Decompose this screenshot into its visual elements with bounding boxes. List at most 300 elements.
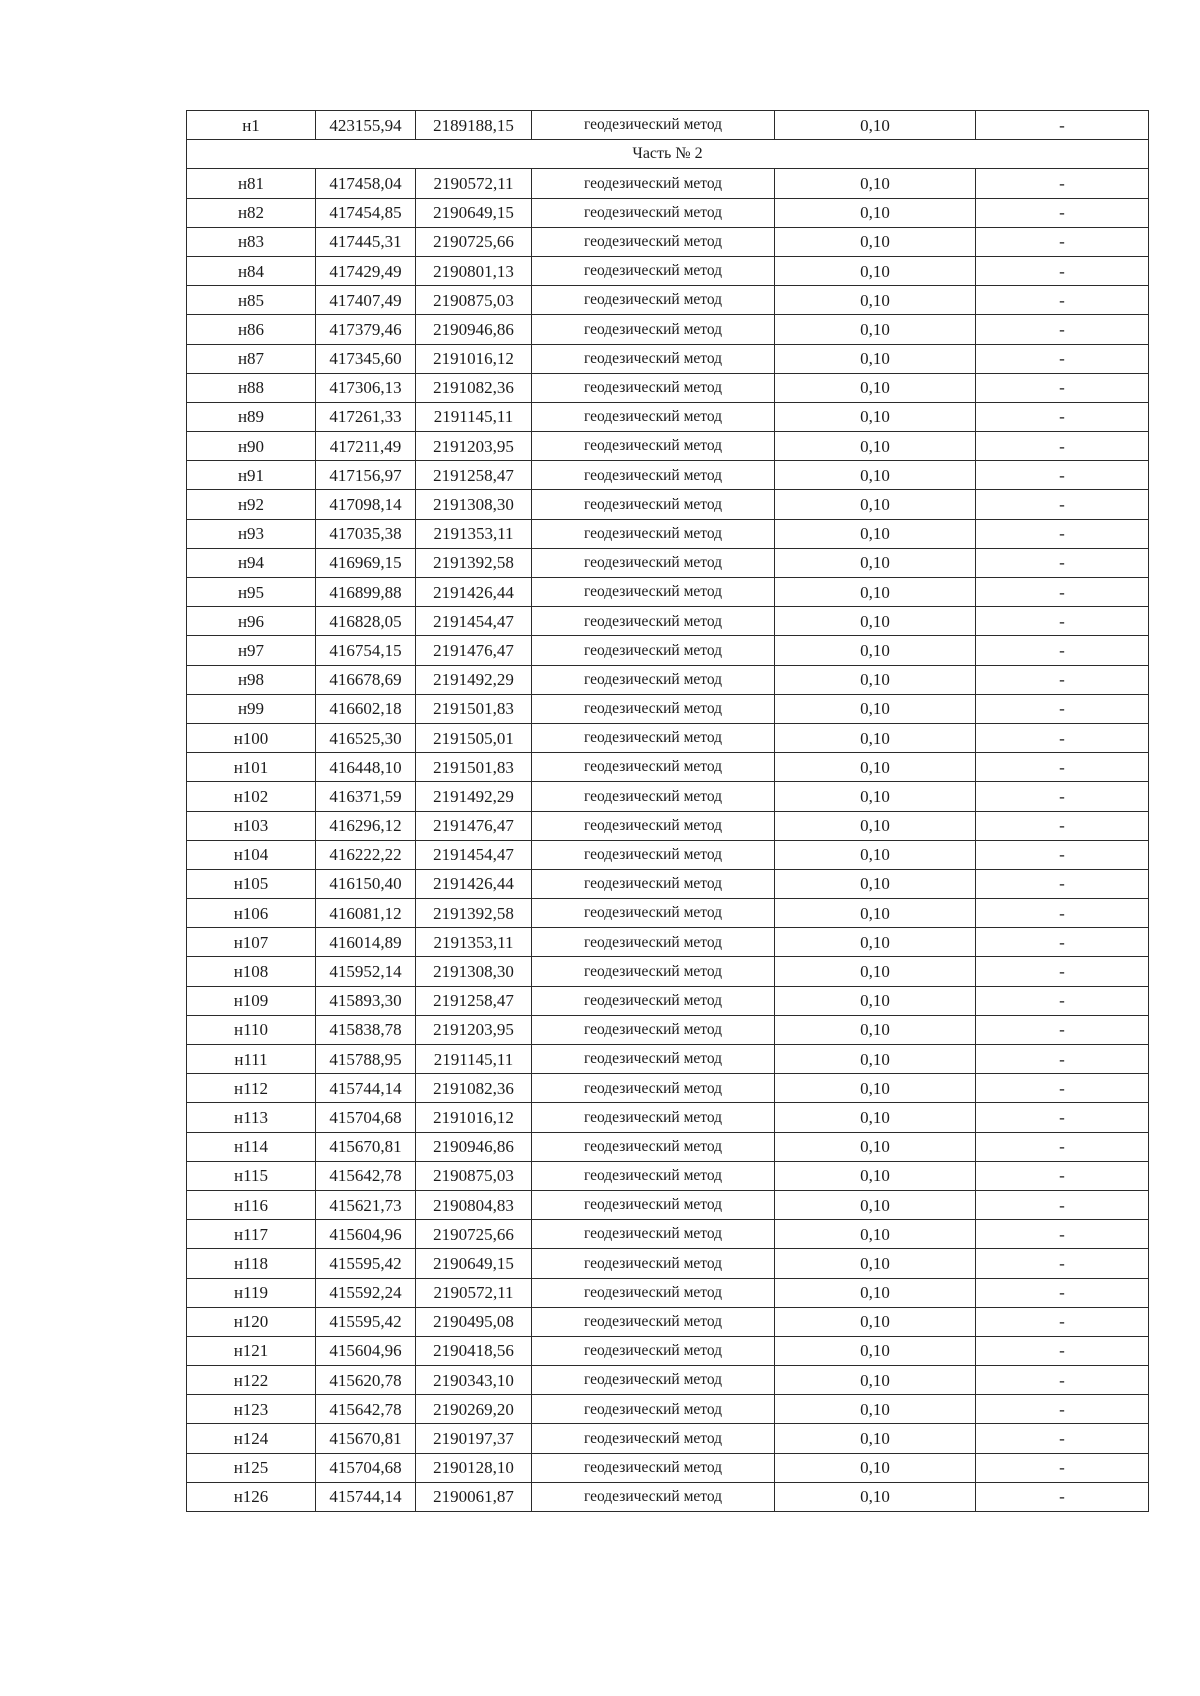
note-cell: - (976, 869, 1149, 898)
coordinates-table (186, 110, 1149, 1512)
point-cell: н101 (187, 753, 316, 782)
y-coordinate-cell: 2190946,86 (416, 315, 532, 344)
y-coordinate-cell: 2190649,15 (416, 1249, 532, 1278)
x-coordinate-cell: 416222,22 (316, 840, 416, 869)
point-cell: н83 (187, 227, 316, 256)
point-cell: н111 (187, 1045, 316, 1074)
x-coordinate-cell: 417261,33 (316, 402, 416, 431)
point-cell: н102 (187, 782, 316, 811)
note-cell: - (976, 1307, 1149, 1336)
method-cell: геодезический метод (532, 1161, 775, 1190)
x-coordinate-cell: 416371,59 (316, 782, 416, 811)
y-coordinate-cell: 2191426,44 (416, 578, 532, 607)
method-cell: геодезический метод (532, 1307, 775, 1336)
y-coordinate-cell: 2191392,58 (416, 548, 532, 577)
y-coordinate-cell: 2191476,47 (416, 811, 532, 840)
y-coordinate-cell: 2190418,56 (416, 1336, 532, 1365)
accuracy-cell: 0,10 (775, 1336, 976, 1365)
accuracy-cell: 0,10 (775, 1132, 976, 1161)
table-row (187, 1190, 1149, 1219)
note-cell: - (976, 1015, 1149, 1044)
note-cell: - (976, 432, 1149, 461)
note-cell: - (976, 1045, 1149, 1074)
y-coordinate-cell: 2190061,87 (416, 1482, 532, 1511)
accuracy-cell: 0,10 (775, 636, 976, 665)
y-coordinate-cell: 2191505,01 (416, 723, 532, 752)
accuracy-cell: 0,10 (775, 1453, 976, 1482)
y-coordinate-cell: 2191392,58 (416, 899, 532, 928)
method-cell: геодезический метод (532, 1045, 775, 1074)
point-cell: н106 (187, 899, 316, 928)
method-cell: геодезический метод (532, 957, 775, 986)
table-row (187, 227, 1149, 256)
method-cell: геодезический метод (532, 1103, 775, 1132)
x-coordinate-cell: 415595,42 (316, 1307, 416, 1336)
x-coordinate-cell: 416828,05 (316, 607, 416, 636)
point-cell: н81 (187, 169, 316, 198)
point-cell: н122 (187, 1366, 316, 1395)
accuracy-cell: 0,10 (775, 519, 976, 548)
accuracy-cell: 0,10 (775, 1190, 976, 1219)
x-coordinate-cell: 416296,12 (316, 811, 416, 840)
point-cell: н98 (187, 665, 316, 694)
table-row (187, 723, 1149, 752)
method-cell: геодезический метод (532, 198, 775, 227)
note-cell: - (976, 402, 1149, 431)
accuracy-cell: 0,10 (775, 402, 976, 431)
point-cell: н88 (187, 373, 316, 402)
accuracy-cell: 0,10 (775, 723, 976, 752)
accuracy-cell: 0,10 (775, 578, 976, 607)
table-row (187, 169, 1149, 198)
note-cell: - (976, 1132, 1149, 1161)
table-row (187, 111, 1149, 140)
point-cell: н104 (187, 840, 316, 869)
x-coordinate-cell: 416899,88 (316, 578, 416, 607)
x-coordinate-cell: 417156,97 (316, 461, 416, 490)
x-coordinate-cell: 416081,12 (316, 899, 416, 928)
y-coordinate-cell: 2191258,47 (416, 461, 532, 490)
method-cell: геодезический метод (532, 1074, 775, 1103)
x-coordinate-cell: 417306,13 (316, 373, 416, 402)
method-cell: геодезический метод (532, 665, 775, 694)
point-cell: н92 (187, 490, 316, 519)
note-cell: - (976, 1190, 1149, 1219)
y-coordinate-cell: 2190197,37 (416, 1424, 532, 1453)
y-coordinate-cell: 2191476,47 (416, 636, 532, 665)
point-cell: н120 (187, 1307, 316, 1336)
point-cell: н87 (187, 344, 316, 373)
method-cell: геодезический метод (532, 432, 775, 461)
note-cell: - (976, 1336, 1149, 1365)
x-coordinate-cell: 415670,81 (316, 1424, 416, 1453)
point-cell: н84 (187, 256, 316, 285)
method-cell: геодезический метод (532, 402, 775, 431)
accuracy-cell: 0,10 (775, 869, 976, 898)
y-coordinate-cell: 2191016,12 (416, 344, 532, 373)
x-coordinate-cell: 417035,38 (316, 519, 416, 548)
point-cell: н1 (187, 111, 316, 140)
accuracy-cell: 0,10 (775, 548, 976, 577)
table-row (187, 665, 1149, 694)
accuracy-cell: 0,10 (775, 315, 976, 344)
note-cell: - (976, 986, 1149, 1015)
x-coordinate-cell: 417429,49 (316, 256, 416, 285)
method-cell: геодезический метод (532, 490, 775, 519)
y-coordinate-cell: 2190801,13 (416, 256, 532, 285)
note-cell: - (976, 899, 1149, 928)
accuracy-cell: 0,10 (775, 1249, 976, 1278)
table-row (187, 286, 1149, 315)
method-cell: геодезический метод (532, 928, 775, 957)
point-cell: н117 (187, 1220, 316, 1249)
accuracy-cell: 0,10 (775, 1482, 976, 1511)
method-cell: геодезический метод (532, 1336, 775, 1365)
method-cell: геодезический метод (532, 1220, 775, 1249)
method-cell: геодезический метод (532, 461, 775, 490)
method-cell: геодезический метод (532, 1278, 775, 1307)
note-cell: - (976, 461, 1149, 490)
method-cell: геодезический метод (532, 344, 775, 373)
note-cell: - (976, 169, 1149, 198)
method-cell: геодезический метод (532, 1132, 775, 1161)
table-row (187, 1015, 1149, 1044)
method-cell: геодезический метод (532, 1453, 775, 1482)
table-row (187, 1336, 1149, 1365)
point-cell: н119 (187, 1278, 316, 1307)
point-cell: н91 (187, 461, 316, 490)
point-cell: н82 (187, 198, 316, 227)
table-row (187, 1307, 1149, 1336)
note-cell: - (976, 636, 1149, 665)
note-cell: - (976, 723, 1149, 752)
point-cell: н105 (187, 869, 316, 898)
method-cell: геодезический метод (532, 548, 775, 577)
accuracy-cell: 0,10 (775, 344, 976, 373)
point-cell: н112 (187, 1074, 316, 1103)
accuracy-cell: 0,10 (775, 665, 976, 694)
method-cell: геодезический метод (532, 256, 775, 285)
table-row (187, 578, 1149, 607)
accuracy-cell: 0,10 (775, 461, 976, 490)
y-coordinate-cell: 2191082,36 (416, 1074, 532, 1103)
y-coordinate-cell: 2191501,83 (416, 753, 532, 782)
method-cell: геодезический метод (532, 373, 775, 402)
point-cell: н107 (187, 928, 316, 957)
y-coordinate-cell: 2190875,03 (416, 286, 532, 315)
x-coordinate-cell: 417345,60 (316, 344, 416, 373)
note-cell: - (976, 1278, 1149, 1307)
x-coordinate-cell: 415704,68 (316, 1453, 416, 1482)
x-coordinate-cell: 423155,94 (316, 111, 416, 140)
x-coordinate-cell: 415604,96 (316, 1336, 416, 1365)
method-cell: геодезический метод (532, 986, 775, 1015)
note-cell: - (976, 840, 1149, 869)
x-coordinate-cell: 417454,85 (316, 198, 416, 227)
x-coordinate-cell: 415642,78 (316, 1395, 416, 1424)
table-row (187, 1482, 1149, 1511)
note-cell: - (976, 578, 1149, 607)
accuracy-cell: 0,10 (775, 1366, 976, 1395)
table-row (187, 432, 1149, 461)
y-coordinate-cell: 2191492,29 (416, 782, 532, 811)
accuracy-cell: 0,10 (775, 1220, 976, 1249)
note-cell: - (976, 490, 1149, 519)
y-coordinate-cell: 2191258,47 (416, 986, 532, 1015)
note-cell: - (976, 694, 1149, 723)
note-cell: - (976, 1103, 1149, 1132)
accuracy-cell: 0,10 (775, 899, 976, 928)
method-cell: геодезический метод (532, 111, 775, 140)
x-coordinate-cell: 415592,24 (316, 1278, 416, 1307)
method-cell: геодезический метод (532, 782, 775, 811)
table-row (187, 519, 1149, 548)
accuracy-cell: 0,10 (775, 1045, 976, 1074)
note-cell: - (976, 1074, 1149, 1103)
accuracy-cell: 0,10 (775, 1395, 976, 1424)
x-coordinate-cell: 416969,15 (316, 548, 416, 577)
table-row (187, 1220, 1149, 1249)
note-cell: - (976, 315, 1149, 344)
table-row (187, 490, 1149, 519)
note-cell: - (976, 1424, 1149, 1453)
point-cell: н126 (187, 1482, 316, 1511)
method-cell: геодезический метод (532, 315, 775, 344)
accuracy-cell: 0,10 (775, 198, 976, 227)
point-cell: н94 (187, 548, 316, 577)
y-coordinate-cell: 2190725,66 (416, 1220, 532, 1249)
accuracy-cell: 0,10 (775, 1278, 976, 1307)
x-coordinate-cell: 417379,46 (316, 315, 416, 344)
method-cell: геодезический метод (532, 286, 775, 315)
y-coordinate-cell: 2191426,44 (416, 869, 532, 898)
x-coordinate-cell: 415595,42 (316, 1249, 416, 1278)
note-cell: - (976, 1395, 1149, 1424)
y-coordinate-cell: 2191203,95 (416, 1015, 532, 1044)
note-cell: - (976, 607, 1149, 636)
point-cell: н86 (187, 315, 316, 344)
table-row (187, 811, 1149, 840)
method-cell: геодезический метод (532, 169, 775, 198)
table-row (187, 928, 1149, 957)
x-coordinate-cell: 416448,10 (316, 753, 416, 782)
table-row (187, 256, 1149, 285)
note-cell: - (976, 198, 1149, 227)
table-row (187, 899, 1149, 928)
y-coordinate-cell: 2190343,10 (416, 1366, 532, 1395)
note-cell: - (976, 548, 1149, 577)
accuracy-cell: 0,10 (775, 1103, 976, 1132)
table-row (187, 1249, 1149, 1278)
note-cell: - (976, 1482, 1149, 1511)
y-coordinate-cell: 2190804,83 (416, 1190, 532, 1219)
point-cell: н97 (187, 636, 316, 665)
table-row (187, 344, 1149, 373)
method-cell: геодезический метод (532, 723, 775, 752)
y-coordinate-cell: 2191492,29 (416, 665, 532, 694)
y-coordinate-cell: 2191454,47 (416, 607, 532, 636)
point-cell: н109 (187, 986, 316, 1015)
table-row (187, 198, 1149, 227)
note-cell: - (976, 286, 1149, 315)
y-coordinate-cell: 2191353,11 (416, 928, 532, 957)
y-coordinate-cell: 2191353,11 (416, 519, 532, 548)
x-coordinate-cell: 417211,49 (316, 432, 416, 461)
point-cell: н114 (187, 1132, 316, 1161)
method-cell: геодезический метод (532, 607, 775, 636)
note-cell: - (976, 665, 1149, 694)
note-cell: - (976, 928, 1149, 957)
note-cell: - (976, 519, 1149, 548)
table-row (187, 1132, 1149, 1161)
accuracy-cell: 0,10 (775, 432, 976, 461)
y-coordinate-cell: 2190572,11 (416, 169, 532, 198)
y-coordinate-cell: 2191016,12 (416, 1103, 532, 1132)
method-cell: геодезический метод (532, 1190, 775, 1219)
x-coordinate-cell: 415642,78 (316, 1161, 416, 1190)
accuracy-cell: 0,10 (775, 811, 976, 840)
y-coordinate-cell: 2190875,03 (416, 1161, 532, 1190)
accuracy-cell: 0,10 (775, 1161, 976, 1190)
accuracy-cell: 0,10 (775, 1424, 976, 1453)
x-coordinate-cell: 417445,31 (316, 227, 416, 256)
note-cell: - (976, 811, 1149, 840)
y-coordinate-cell: 2190269,20 (416, 1395, 532, 1424)
point-cell: н100 (187, 723, 316, 752)
y-coordinate-cell: 2191203,95 (416, 432, 532, 461)
accuracy-cell: 0,10 (775, 373, 976, 402)
y-coordinate-cell: 2190725,66 (416, 227, 532, 256)
x-coordinate-cell: 416754,15 (316, 636, 416, 665)
accuracy-cell: 0,10 (775, 227, 976, 256)
table-row (187, 1395, 1149, 1424)
point-cell: н116 (187, 1190, 316, 1219)
method-cell: геодезический метод (532, 636, 775, 665)
x-coordinate-cell: 415788,95 (316, 1045, 416, 1074)
x-coordinate-cell: 415670,81 (316, 1132, 416, 1161)
note-cell: - (976, 227, 1149, 256)
note-cell: - (976, 957, 1149, 986)
accuracy-cell: 0,10 (775, 840, 976, 869)
y-coordinate-cell: 2191501,83 (416, 694, 532, 723)
method-cell: геодезический метод (532, 694, 775, 723)
y-coordinate-cell: 2189188,15 (416, 111, 532, 140)
table-row (187, 694, 1149, 723)
accuracy-cell: 0,10 (775, 607, 976, 636)
accuracy-cell: 0,10 (775, 1015, 976, 1044)
point-cell: н103 (187, 811, 316, 840)
point-cell: н125 (187, 1453, 316, 1482)
method-cell: геодезический метод (532, 811, 775, 840)
x-coordinate-cell: 416602,18 (316, 694, 416, 723)
x-coordinate-cell: 415604,96 (316, 1220, 416, 1249)
table-row (187, 402, 1149, 431)
method-cell: геодезический метод (532, 1424, 775, 1453)
method-cell: геодезический метод (532, 519, 775, 548)
point-cell: н124 (187, 1424, 316, 1453)
y-coordinate-cell: 2191308,30 (416, 490, 532, 519)
accuracy-cell: 0,10 (775, 256, 976, 285)
note-cell: - (976, 111, 1149, 140)
point-cell: н89 (187, 402, 316, 431)
method-cell: геодезический метод (532, 869, 775, 898)
table-row (187, 1161, 1149, 1190)
point-cell: н121 (187, 1336, 316, 1365)
accuracy-cell: 0,10 (775, 782, 976, 811)
y-coordinate-cell: 2190495,08 (416, 1307, 532, 1336)
point-cell: н123 (187, 1395, 316, 1424)
accuracy-cell: 0,10 (775, 1074, 976, 1103)
table-row (187, 373, 1149, 402)
accuracy-cell: 0,10 (775, 928, 976, 957)
note-cell: - (976, 782, 1149, 811)
x-coordinate-cell: 415952,14 (316, 957, 416, 986)
note-cell: - (976, 344, 1149, 373)
table-row (187, 461, 1149, 490)
y-coordinate-cell: 2190572,11 (416, 1278, 532, 1307)
y-coordinate-cell: 2190128,10 (416, 1453, 532, 1482)
note-cell: - (976, 1366, 1149, 1395)
point-cell: н90 (187, 432, 316, 461)
method-cell: геодезический метод (532, 578, 775, 607)
coordinates-table-body (187, 111, 1149, 1512)
note-cell: - (976, 1161, 1149, 1190)
table-row (187, 869, 1149, 898)
x-coordinate-cell: 417098,14 (316, 490, 416, 519)
y-coordinate-cell: 2190649,15 (416, 198, 532, 227)
accuracy-cell: 0,10 (775, 490, 976, 519)
table-row (187, 753, 1149, 782)
method-cell: геодезический метод (532, 227, 775, 256)
method-cell: геодезический метод (532, 840, 775, 869)
y-coordinate-cell: 2191145,11 (416, 1045, 532, 1074)
accuracy-cell: 0,10 (775, 694, 976, 723)
point-cell: н113 (187, 1103, 316, 1132)
method-cell: геодезический метод (532, 1395, 775, 1424)
note-cell: - (976, 1220, 1149, 1249)
table-row (187, 1045, 1149, 1074)
y-coordinate-cell: 2191082,36 (416, 373, 532, 402)
y-coordinate-cell: 2190946,86 (416, 1132, 532, 1161)
point-cell: н95 (187, 578, 316, 607)
accuracy-cell: 0,10 (775, 957, 976, 986)
point-cell: н118 (187, 1249, 316, 1278)
x-coordinate-cell: 416678,69 (316, 665, 416, 694)
table-row (187, 1074, 1149, 1103)
note-cell: - (976, 1249, 1149, 1278)
method-cell: геодезический метод (532, 1482, 775, 1511)
method-cell: геодезический метод (532, 1366, 775, 1395)
method-cell: геодезический метод (532, 1015, 775, 1044)
note-cell: - (976, 373, 1149, 402)
section-label: Часть № 2 (187, 140, 1149, 169)
accuracy-cell: 0,10 (775, 753, 976, 782)
x-coordinate-cell: 415704,68 (316, 1103, 416, 1132)
point-cell: н99 (187, 694, 316, 723)
table-row (187, 782, 1149, 811)
point-cell: н96 (187, 607, 316, 636)
table-row (187, 840, 1149, 869)
section-header-row (187, 140, 1149, 169)
point-cell: н93 (187, 519, 316, 548)
method-cell: геодезический метод (532, 899, 775, 928)
accuracy-cell: 0,10 (775, 169, 976, 198)
point-cell: н108 (187, 957, 316, 986)
point-cell: н115 (187, 1161, 316, 1190)
accuracy-cell: 0,10 (775, 986, 976, 1015)
x-coordinate-cell: 415893,30 (316, 986, 416, 1015)
x-coordinate-cell: 415744,14 (316, 1074, 416, 1103)
